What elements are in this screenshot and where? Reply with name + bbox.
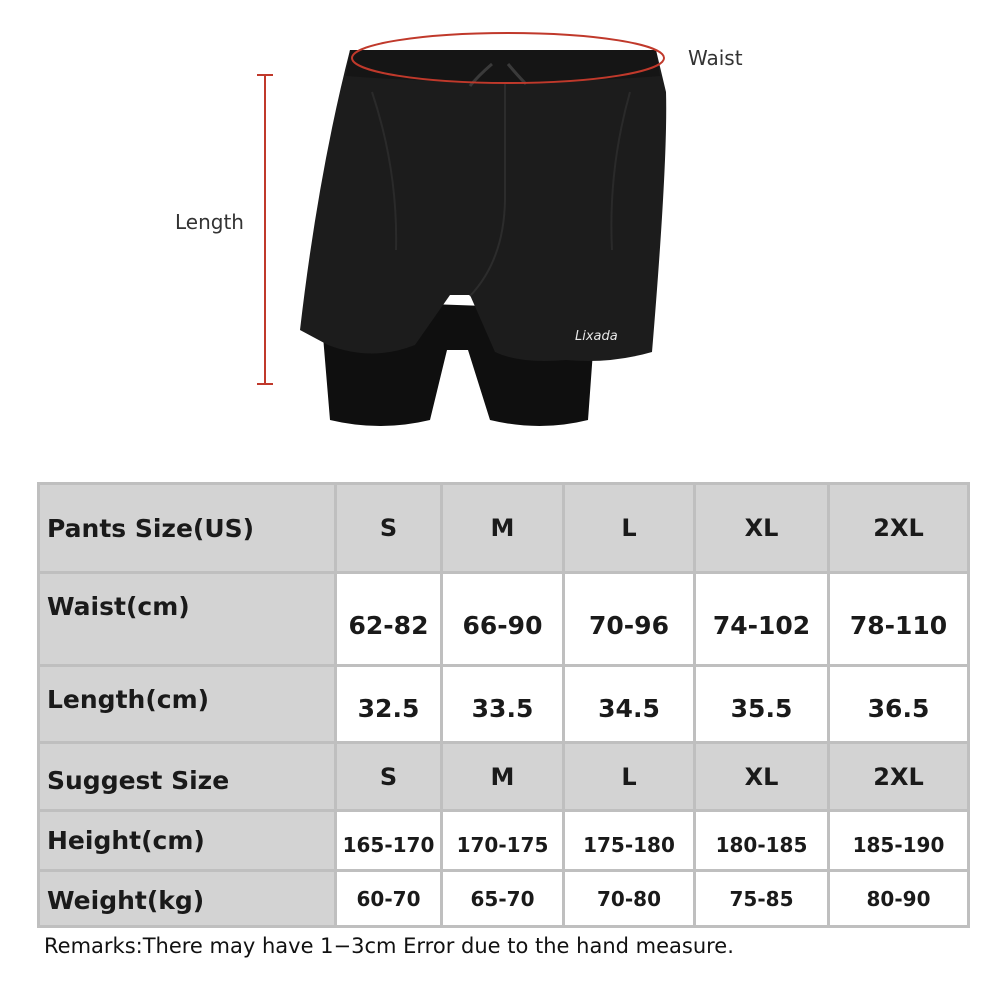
suggest-size-2xl: 2XL [830,744,967,809]
length-row-label: Length(cm) [40,667,334,741]
length-label: Length [175,210,244,234]
shorts-drawing [0,0,1000,470]
size-xl: XL [696,485,827,571]
waist-row-label: Waist(cm) [40,574,334,664]
height-value: 170-175 [443,812,562,869]
weight-value: 75-85 [696,872,827,925]
waist-value: 74-102 [696,574,827,664]
suggest-size-header: Suggest Size [40,744,334,809]
size-m: M [443,485,562,571]
weight-value: 65-70 [443,872,562,925]
suggest-size-s: S [337,744,440,809]
height-row-label: Height(cm) [40,812,334,869]
length-value: 33.5 [443,667,562,741]
waist-value: 62-82 [337,574,440,664]
weight-value: 70-80 [565,872,693,925]
waist-value: 78-110 [830,574,967,664]
remarks-note: Remarks:There may have 1−3cm Error due to the hand measure. [44,934,734,958]
height-value: 185-190 [830,812,967,869]
length-value: 35.5 [696,667,827,741]
weight-value: 80-90 [830,872,967,925]
brand-logo: Lixada [575,329,618,344]
waist-value: 70-96 [565,574,693,664]
height-value: 180-185 [696,812,827,869]
length-value: 34.5 [565,667,693,741]
size-s: S [337,485,440,571]
weight-value: 60-70 [337,872,440,925]
product-illustration [0,0,1000,470]
waist-label: Waist [688,46,743,70]
weight-row-label: Weight(kg) [40,872,334,925]
suggest-size-m: M [443,744,562,809]
waist-value: 66-90 [443,574,562,664]
size-table [37,482,970,928]
size-2xl: 2XL [830,485,967,571]
pants-size-header: Pants Size(US) [40,485,334,571]
suggest-size-xl: XL [696,744,827,809]
length-value: 36.5 [830,667,967,741]
height-value: 165-170 [337,812,440,869]
size-l: L [565,485,693,571]
length-value: 32.5 [337,667,440,741]
height-value: 175-180 [565,812,693,869]
suggest-size-l: L [565,744,693,809]
